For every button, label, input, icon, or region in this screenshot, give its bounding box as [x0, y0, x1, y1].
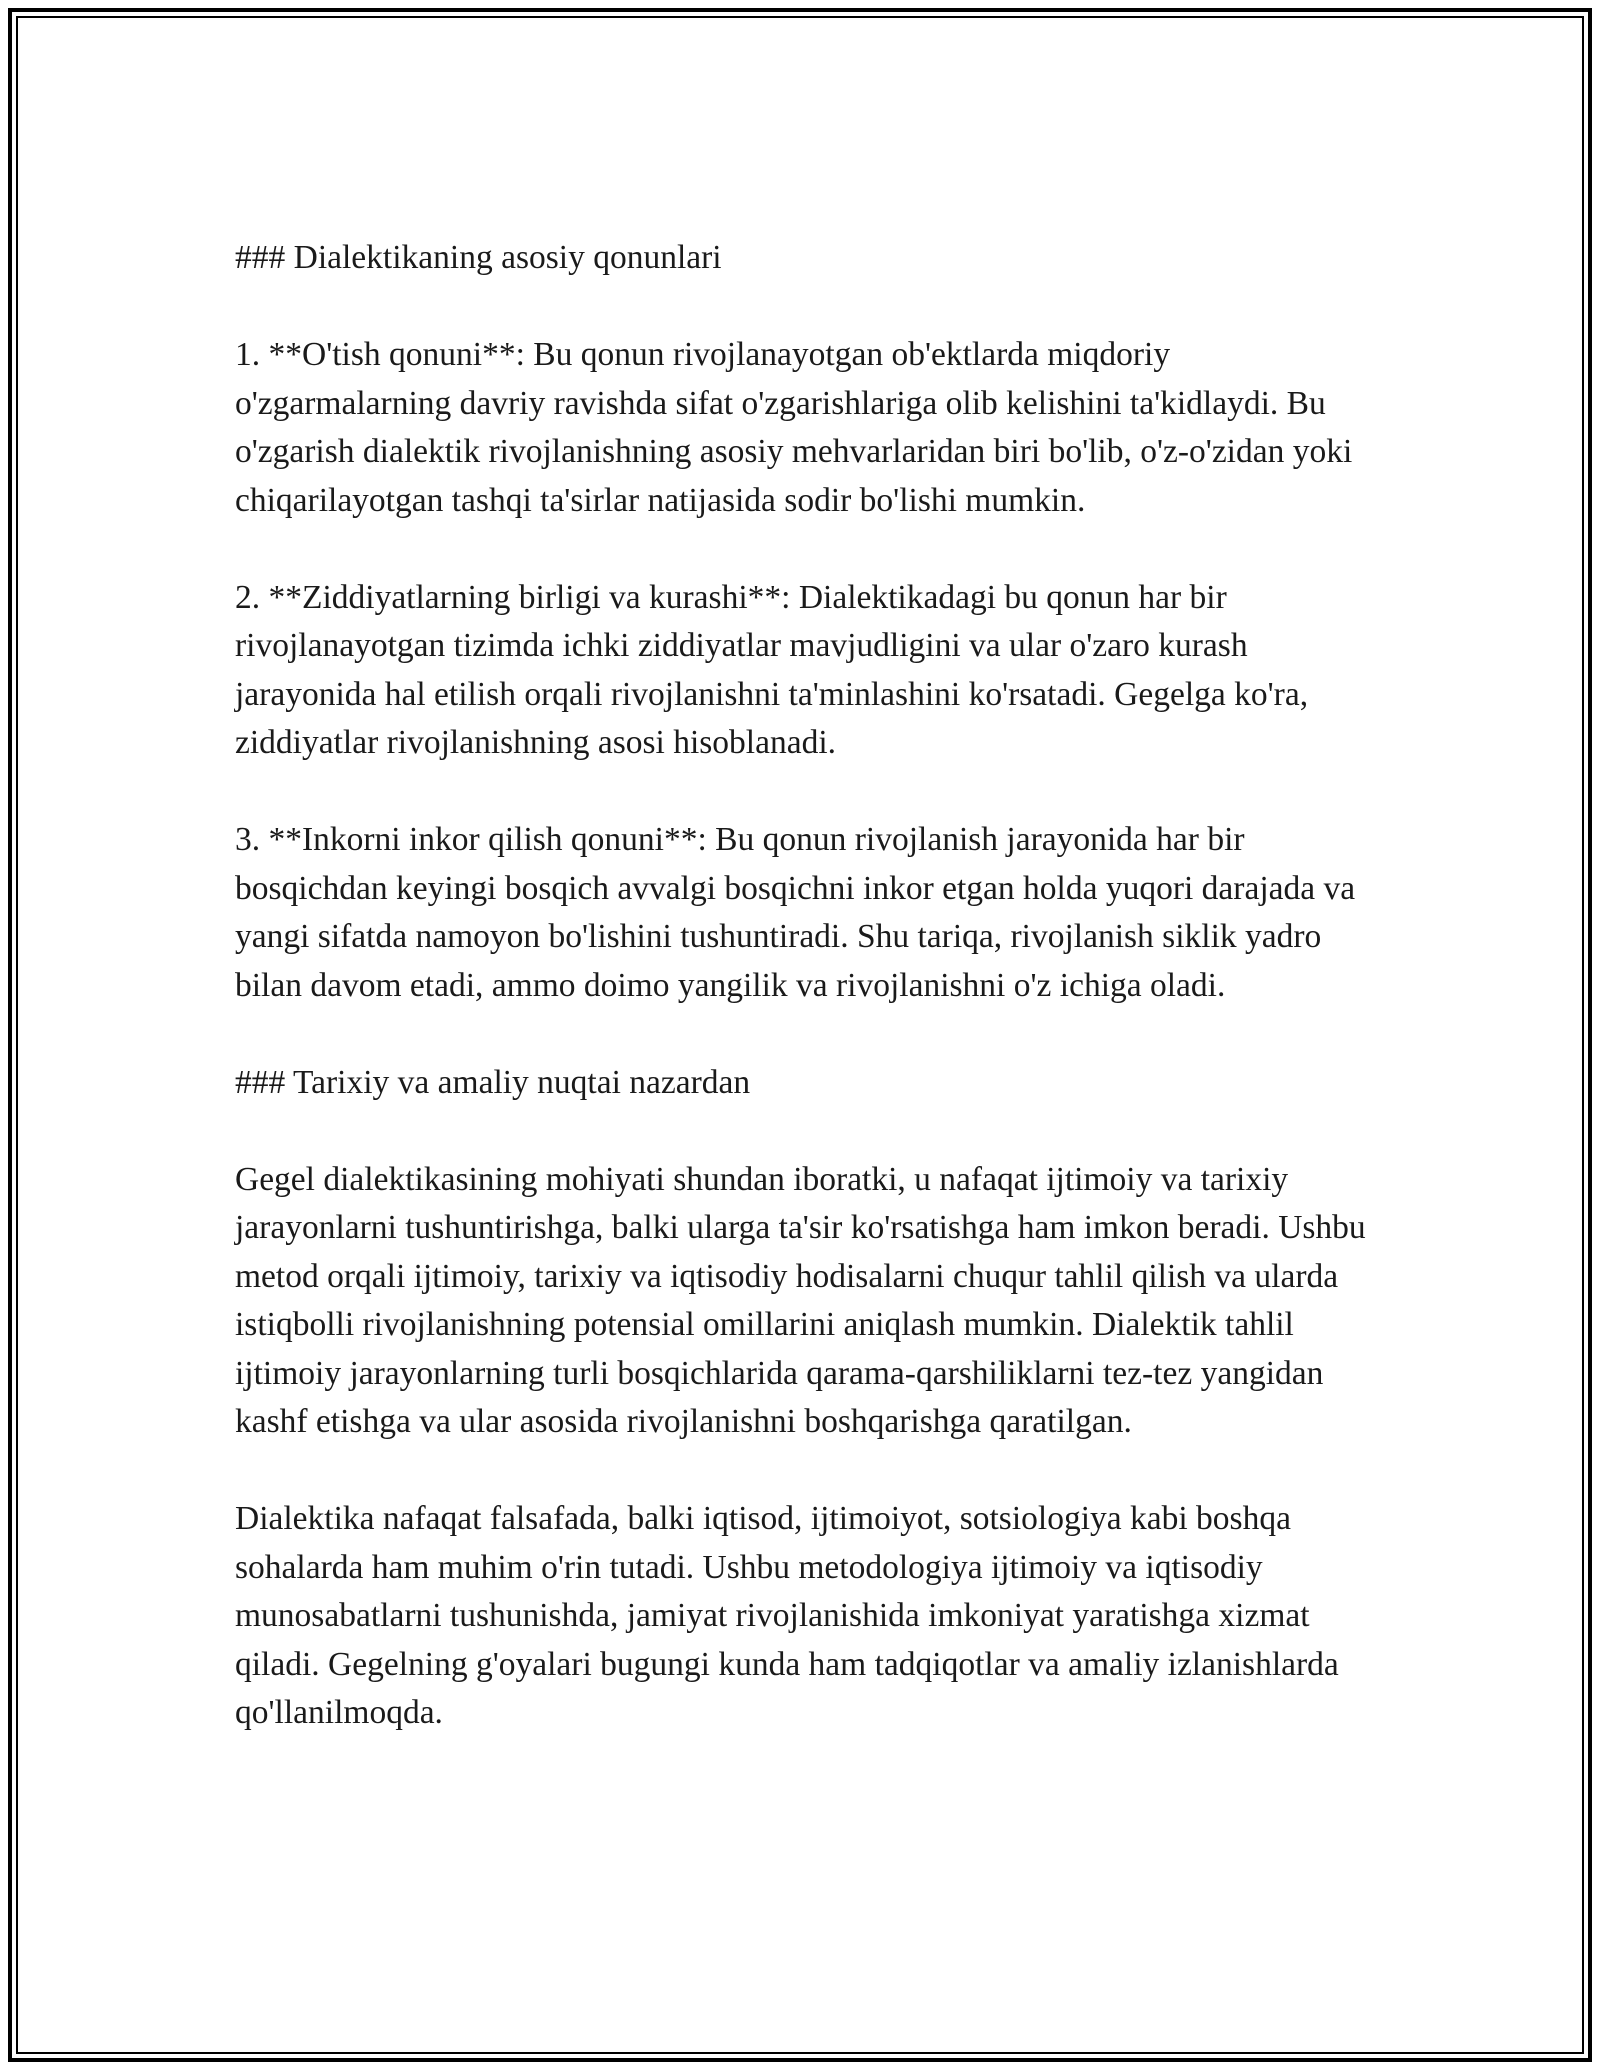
law-item-negation: 3. **Inkorni inkor qilish qonuni**: Bu qonun rivojlanish jarayonida har bir bosqichdan keyingi bosqich avvalgi bosqichni inkor etgan holda yuqori darajada va yangi sifatda namoyon bo'lishini tushuntiradi. Shu tariqa, rivojlanish siklik yadro bilan davom etadi, ammo doimo yangilik va rivojlanishni o'z ichiga oladi.	[235, 821, 1356, 1004]
paragraph-dialectics-essence: Gegel dialektikasining mohiyati shundan iboratki, u nafaqat ijtimoiy va tarixiy jarayonlarni tushuntirishga, balki ularga ta'sir ko'rsatishga ham imkon beradi. Ushbu metod orqali ijtimoiy, tarixiy va iqtisodiy hodisalarni chuqur tahlil qilish va ularda istiqbolli rivojlanishning potensial omillarini aniqlash mumkin. Dialektik tahlil ijtimoiy jarayonlarning turli bosqichlarida qarama-qarshiliklarni tez-tez yangidan kashf etishga va ular asosida rivojlanishni boshqarishga qaratilgan.	[235, 1160, 1366, 1440]
law-item-transition: 1. **O'tish qonuni**: Bu qonun rivojlanayotgan ob'ektlarda miqdoriy o'zgarmalarning davriy ravishda sifat o'zgarishlariga olib kelishini ta'kidlaydi. Bu o'zgarish dialektik rivojlanishning asosiy mehvarlaridan biri bo'lib, o'z-o'zidan yoki chiqarilayotgan tashqi ta'sirlar natijasida sodir bo'lishi mumkin.	[235, 336, 1353, 519]
section-heading-historical: ### Tarixiy va amaliy nuqtai nazardan	[235, 1063, 751, 1101]
law-item-contradictions: 2. **Ziddiyatlarning birligi va kurashi**: Dialektikadagi bu qonun har bir rivojlanayotgan tizimda ichki ziddiyatlar mavjudligini va ular o'zaro kurash jarayonida hal etilish orqali rivojlanishni ta'minlashini ko'rsatadi. Gegelga ko'ra, ziddiyatlar rivojlanishning asosi hisoblanadi.	[235, 578, 1309, 761]
document-body	[235, 234, 1375, 1738]
paragraph-dialectics-fields: Dialektika nafaqat falsafada, balki iqtisod, ijtimoiyot, sotsiologiya kabi boshqa sohalarda ham muhim o'rin tutadi. Ushbu metodologiya ijtimoiy va iqtisodiy munosabatlarni tushunishda, jamiyat rivojlanishida imkoniyat yaratishga xizmat qiladi. Gegelning g'oyalari bugungi kunda ham tadqiqotlar va amaliy izlanishlarda qo'llanilmoqda.	[235, 1500, 1339, 1731]
section-heading-laws: ### Dialektikaning asosiy qonunlari	[235, 239, 722, 276]
